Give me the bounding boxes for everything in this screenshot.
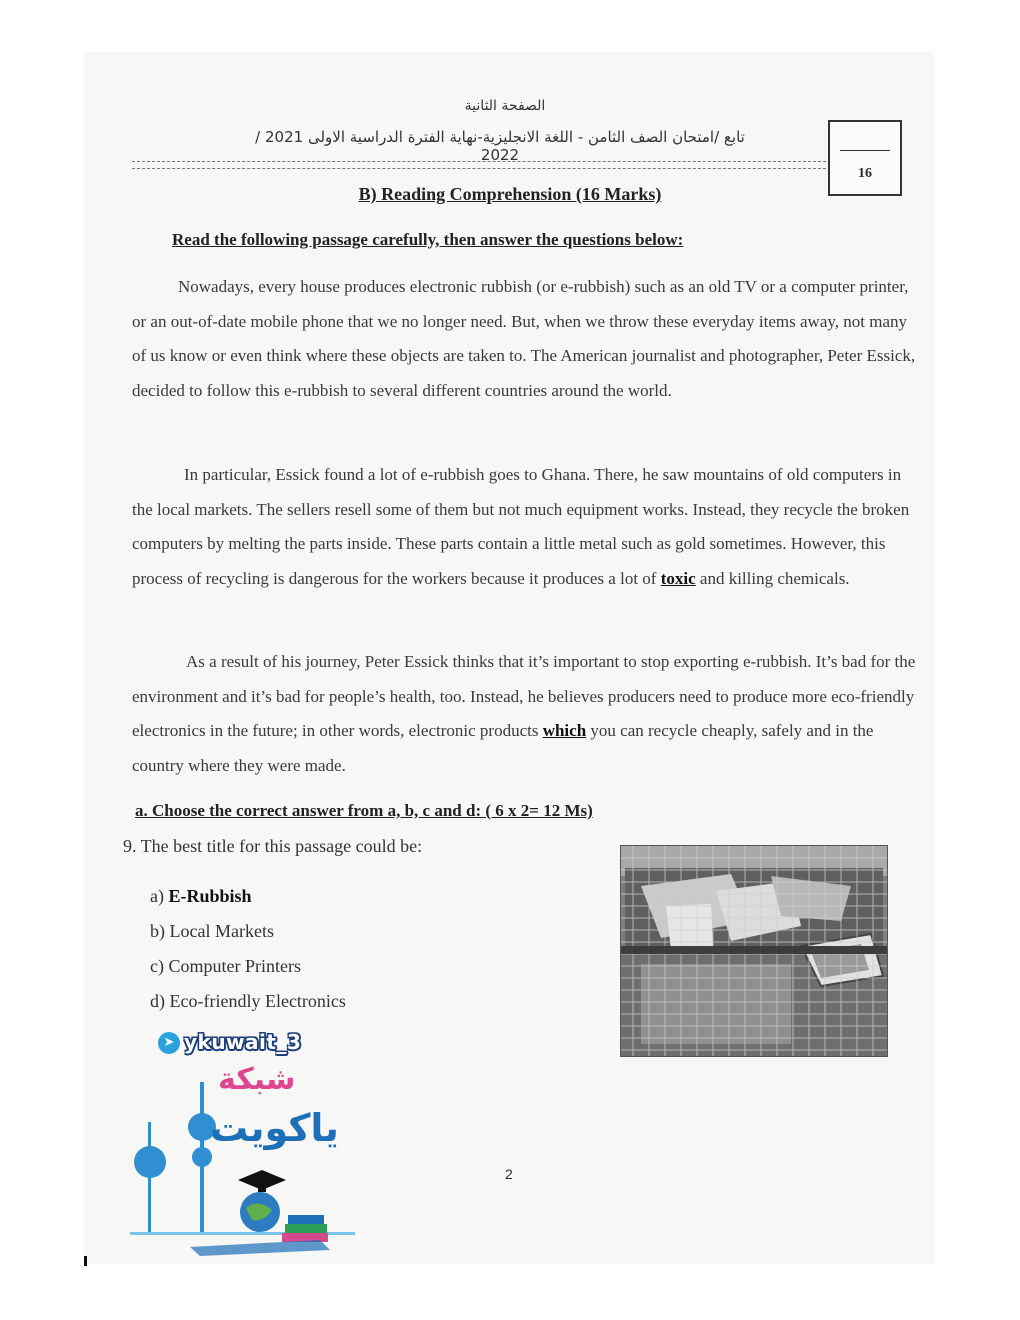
paragraph-3-end: you can recycle cheaply, safely and in the country where they were made. (132, 721, 874, 775)
page-number: 2 (505, 1166, 513, 1182)
ykuwait-logo (130, 1062, 355, 1262)
passage-paragraph-2 (132, 458, 922, 596)
question-9: 9. The best title for this passage could be: (123, 836, 423, 856)
telegram-handle: ykuwait_3 (184, 1030, 302, 1054)
total-marks: 16 (858, 166, 872, 181)
exam-header: تابع /امتحان الصف الثامن - اللغة الانجليزية-نهاية الفترة الدراسية الاولى 2021 / 2022 (255, 128, 745, 164)
option-letter: d) (150, 991, 165, 1011)
option-text: Local Markets (169, 921, 274, 941)
e-waste-photo (620, 845, 888, 1057)
option-d[interactable] (150, 991, 346, 1012)
globe-graduation-graphic (190, 1170, 330, 1256)
instructions: Read the following passage carefully, then answer the questions below: (172, 230, 684, 249)
keyword-which: which (542, 721, 587, 740)
option-text: Computer Printers (168, 956, 301, 976)
option-letter: b) (150, 921, 165, 941)
passage-paragraph-3 (132, 645, 922, 783)
margin-mark (84, 1256, 87, 1266)
option-b[interactable] (150, 921, 274, 942)
option-letter: a) (150, 886, 164, 906)
page-label: الصفحة الثانية (464, 98, 546, 114)
paragraph-3-text: As a result of his journey, Peter Essick thinks that it’s important to stop exporting e-rubbish. It’s bad for the environment and it’s bad for people’s health, too. Instead, he believes producers need to produce more eco-friendly electronics in the future; in other words, electronic products (132, 652, 916, 740)
paragraph-2-end: and killing chemicals. (699, 568, 850, 588)
task-heading: a. Choose the correct answer from a, b, c and d: ( 6 x 2= 12 Ms) (135, 801, 593, 820)
option-letter: c) (150, 956, 164, 976)
option-a[interactable] (150, 886, 252, 907)
logo-text-ykuwait: ياكويت (210, 1106, 339, 1150)
logo-text-network: شبكة (218, 1062, 296, 1097)
section-title: B) Reading Comprehension (16 Marks) (358, 184, 662, 204)
option-text: Eco-friendly Electronics (169, 991, 346, 1011)
score-blank-line (840, 150, 890, 151)
option-text: E-Rubbish (168, 886, 252, 906)
keyword-toxic: toxic (660, 568, 696, 588)
telegram-icon: ➤ (158, 1032, 180, 1054)
option-c[interactable] (150, 956, 301, 977)
passage-paragraph-1: Nowadays, every house produces electronic rubbish (or e-rubbish) such as an old TV or a computer printer, or an out-of-date mobile phone that we no longer need. But, when we throw these everyday items away, not many of us know or even think where these objects are taken to. The American journalist and photographer, Peter Essick, decided to follow this e-rubbish to several different countries around the world. (132, 277, 916, 400)
header-divider (132, 161, 826, 169)
paragraph-2-text: In particular, Essick found a lot of e-rubbish goes to Ghana. There, he saw mountains of old computers in the local markets. The sellers resell some of them but not much equipment works. Instead, they recycle the broken computers by melting the parts inside. These parts contain a little metal such as gold sometimes. However, this process of recycling is dangerous for the workers because it produces a lot of (132, 465, 910, 588)
